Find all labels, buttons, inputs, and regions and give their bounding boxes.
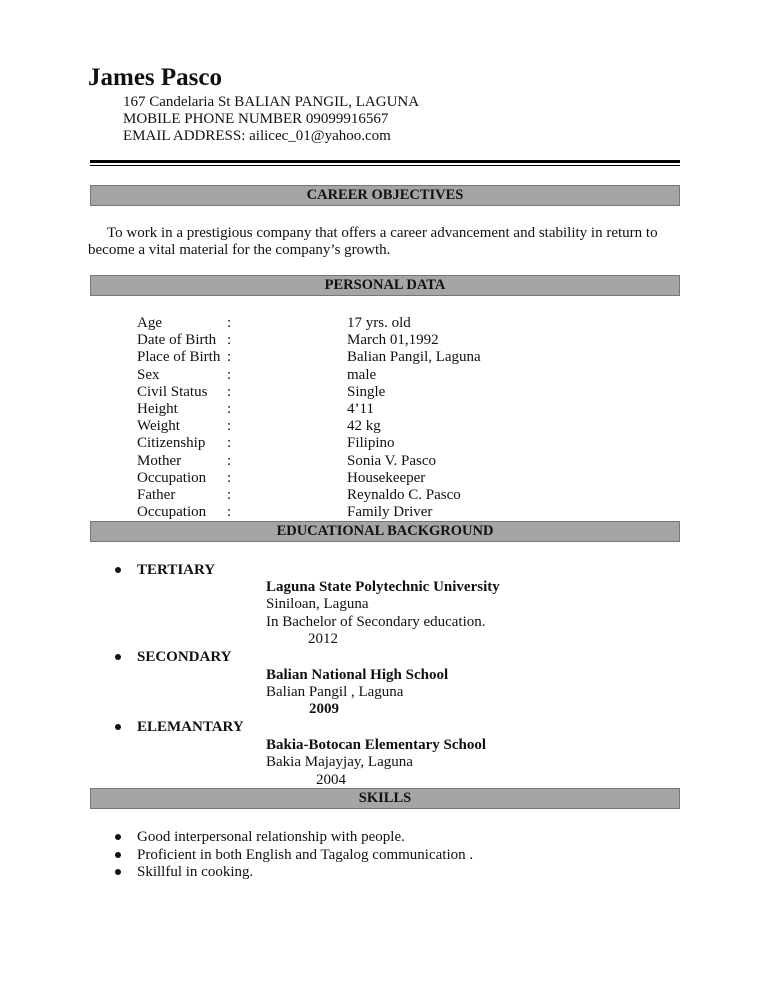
school-location: Bakia Majayjay, Laguna: [266, 754, 413, 770]
year: 2009: [309, 701, 339, 717]
bullet-icon: [115, 834, 121, 840]
personal-label: Citizenship: [137, 435, 206, 452]
skills-heading: SKILLS: [90, 788, 680, 809]
education-level: SECONDARY: [137, 649, 232, 665]
skill-item: Proficient in both English and Tagalog communication .: [137, 847, 474, 863]
skill-item: Good interpersonal relationship with people.: [137, 829, 405, 845]
personal-label: Sex: [137, 366, 160, 383]
personal-sep: :: [227, 349, 232, 366]
personal-sep: :: [227, 504, 232, 521]
bullet-icon: [115, 567, 121, 573]
year: 2004: [316, 772, 346, 788]
personal-data-heading: PERSONAL DATA: [90, 275, 680, 296]
personal-label: Date of Birth: [137, 332, 217, 349]
personal-sep: :: [227, 452, 232, 469]
school-location: Balian Pangil , Laguna: [266, 684, 404, 700]
school-name: Laguna State Polytechnic University: [266, 579, 500, 595]
personal-value: Family Driver: [347, 504, 433, 521]
personal-value: male: [347, 366, 377, 383]
bullet-icon: [115, 852, 121, 858]
bullet-icon: [115, 724, 121, 730]
personal-value: Filipino: [347, 435, 395, 452]
personal-label: Height: [137, 401, 178, 417]
applicant-name: James Pasco: [88, 64, 222, 91]
address: 167 Candelaria St BALIAN PANGIL, LAGUNA: [123, 94, 420, 110]
objective-line-1: To work in a prestigious company that offers a career advancement and stability in return to: [107, 225, 658, 241]
course: In Bachelor of Secondary education.: [266, 614, 486, 630]
bullet-icon: [115, 869, 121, 875]
school-name: Balian National High School: [266, 667, 449, 683]
personal-label: Occupation: [137, 504, 207, 521]
personal-sep: :: [227, 435, 232, 452]
personal-sep: :: [227, 332, 232, 349]
career-objectives-heading: CAREER OBJECTIVES: [90, 185, 680, 206]
phone: MOBILE PHONE NUMBER 09099916567: [123, 111, 389, 127]
personal-value: 4’11: [347, 401, 374, 417]
personal-sep: :: [227, 366, 232, 383]
personal-value: 17 yrs. old: [347, 315, 411, 331]
personal-sep: :: [227, 401, 232, 417]
personal-sep: :: [227, 469, 232, 486]
personal-label: Mother: [137, 452, 182, 469]
email: EMAIL ADDRESS: ailicec_01@yahoo.com: [123, 128, 391, 144]
education-level: TERTIARY: [137, 562, 216, 578]
personal-value: Reynaldo C. Pasco: [347, 487, 461, 503]
personal-label: Place of Birth: [137, 349, 221, 366]
personal-sep: :: [227, 383, 232, 400]
education-level: ELEMANTARY: [137, 719, 244, 735]
divider-thick: [90, 160, 680, 163]
divider-thin: [90, 165, 680, 166]
year: 2012: [308, 631, 338, 647]
school-name: Bakia-Botocan Elementary School: [266, 737, 486, 753]
personal-value: Housekeeper: [347, 469, 426, 486]
objective-line-2: become a vital material for the company’s growth.: [88, 242, 391, 258]
personal-sep: :: [227, 487, 232, 503]
personal-value: Balian Pangil, Laguna: [347, 349, 481, 366]
personal-label: Occupation: [137, 469, 207, 486]
personal-value: Single: [347, 383, 386, 400]
personal-sep: :: [227, 315, 232, 331]
personal-label: Age: [137, 315, 162, 331]
school-location: Siniloan, Laguna: [266, 596, 369, 612]
personal-label: Weight: [137, 418, 180, 435]
personal-value: 42 kg: [347, 418, 381, 435]
educational-background-heading: EDUCATIONAL BACKGROUND: [90, 521, 680, 542]
personal-label: Father: [137, 487, 176, 503]
personal-value: Sonia V. Pasco: [347, 452, 437, 469]
personal-value: March 01,1992: [347, 332, 439, 349]
personal-sep: :: [227, 418, 232, 435]
personal-label: Civil Status: [137, 383, 208, 400]
skill-item: Skillful in cooking.: [137, 864, 254, 880]
bullet-icon: [115, 654, 121, 660]
